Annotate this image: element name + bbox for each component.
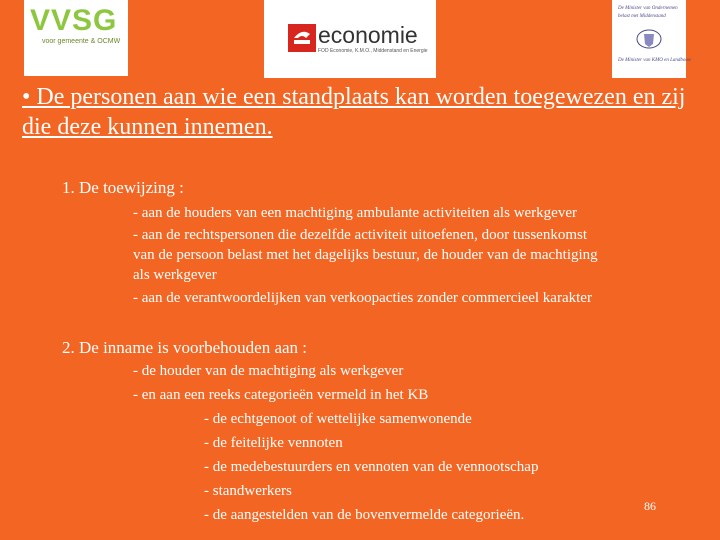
section-1-heading: 1. De toewijzing : xyxy=(62,178,184,197)
section-2-subline: - standwerkers xyxy=(204,483,292,499)
government-logo-top: De Minister van Ondernemen xyxy=(618,6,678,11)
vvsg-logo-text: VVSG xyxy=(30,4,118,37)
economie-logo-subtitle: FOD Economie, K.M.O., Middenstand en Energie xyxy=(318,48,428,54)
section-2-line: - en aan een reeks categorieën vermeld in het KB xyxy=(133,387,429,403)
government-logo-bottom: De Minister van KMO en Landbouw xyxy=(618,58,692,63)
economie-logo-text: economie xyxy=(318,22,418,48)
vvsg-logo-subtitle: voor gemeente & OCMW xyxy=(42,38,121,45)
section-1-line: - aan de rechtspersonen die dezelfde activiteit uitoefenen, door tussenkomst xyxy=(133,227,587,243)
section-1-line: als werkgever xyxy=(133,267,217,283)
economie-logo xyxy=(264,0,436,78)
section-2-subline: - de aangestelden van de bovenvermelde categorieën. xyxy=(204,507,525,523)
economie-logo-icon xyxy=(288,24,316,52)
section-2-subline: - de echtgenoot of wettelijke samenwonende xyxy=(204,411,472,427)
vvsg-logo xyxy=(24,0,128,76)
section-1-line: - aan de verantwoordelijken van verkoopacties zonder commercieel karakter xyxy=(133,290,592,306)
section-2-subline: - de feitelijke vennoten xyxy=(204,435,343,451)
government-logo xyxy=(612,0,692,78)
section-2-heading: 2. De inname is voorbehouden aan : xyxy=(62,338,308,357)
section-1-line: van de persoon belast met het dagelijks bestuur, de houder van de machtiging xyxy=(133,247,598,263)
crest-icon xyxy=(634,28,664,50)
section-1-line: - aan de houders van een machtiging ambulante activiteiten als werkgever xyxy=(133,205,577,221)
government-logo-mid: belast met Middenstand xyxy=(618,14,666,19)
section-2-line: - de houder van de machtiging als werkgever xyxy=(133,363,404,379)
section-2-subline: - de medebestuurders en vennoten van de vennootschap xyxy=(204,459,539,475)
page-number: 86 xyxy=(644,499,656,513)
slide-title: • De personen aan wie een standplaats kan worden toegewezen en zij die deze kunnen innemen. xyxy=(22,84,686,140)
